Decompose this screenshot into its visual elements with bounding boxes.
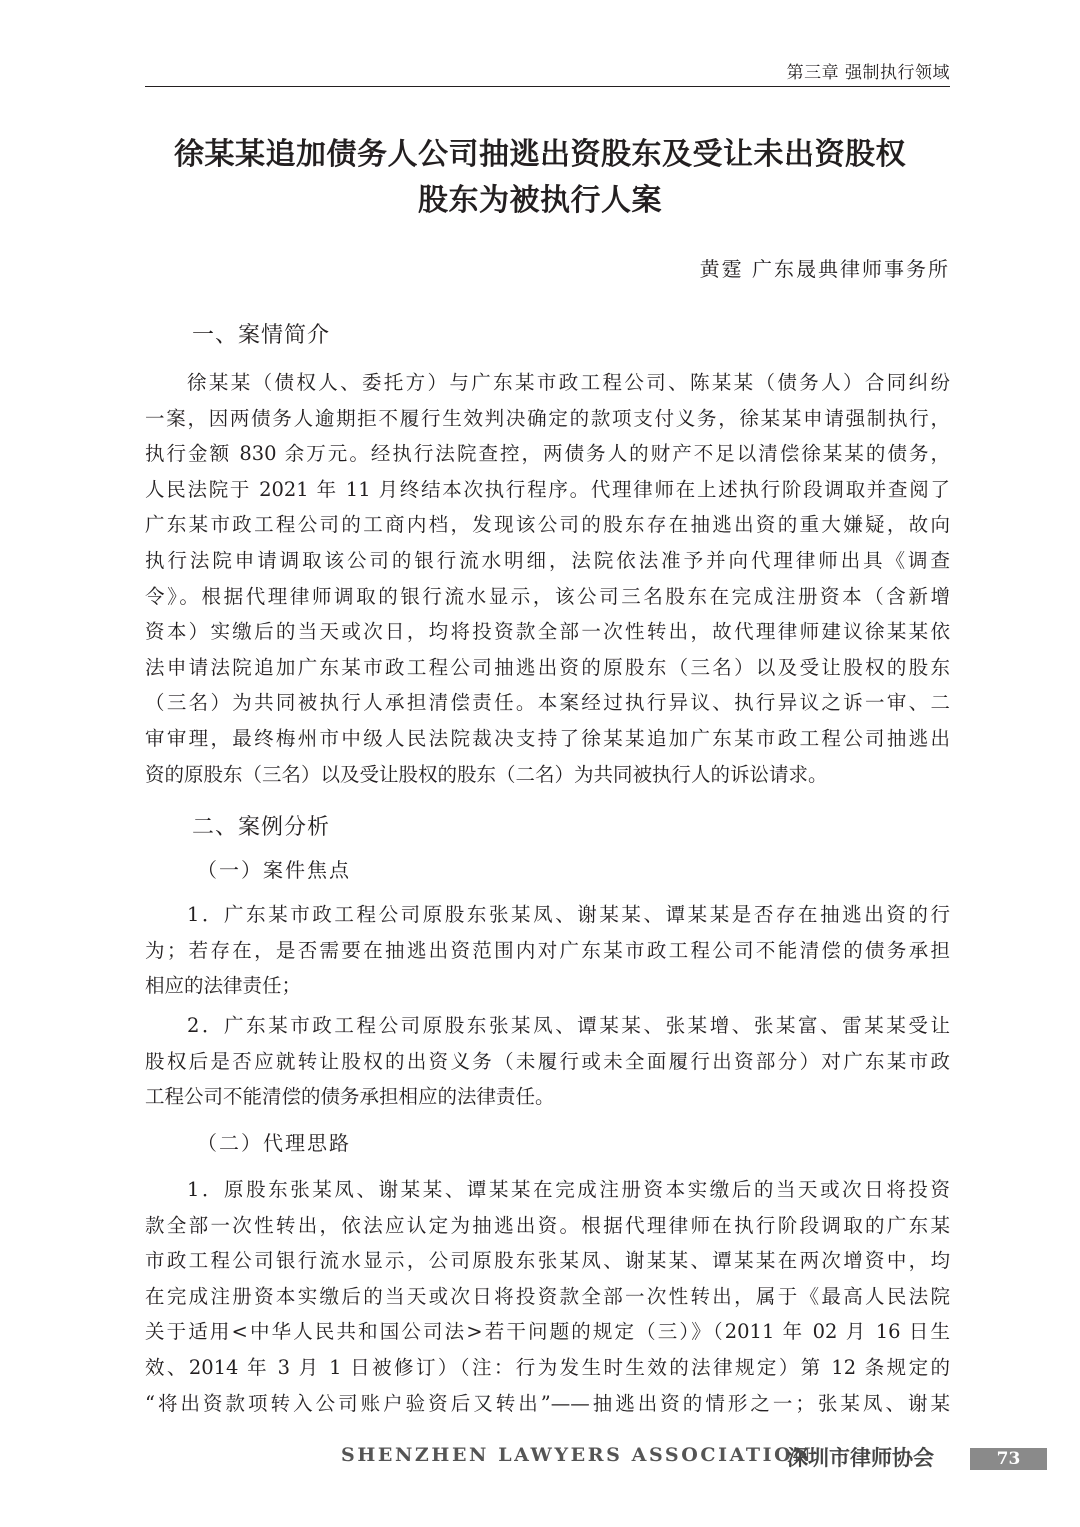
- paragraph-line: 法申请法院追加广东某市政工程公司抽逃出资的原股东（三名）以及受让股权的股东: [145, 655, 950, 679]
- article-title: [120, 132, 960, 224]
- page-footer: [0, 1440, 1080, 1474]
- title-line-1: 徐某某追加债务人公司抽逃出资股东及受让未出资股权: [174, 137, 906, 172]
- paragraph-line: 令》。根据代理律师调取的银行流水显示，该公司三名股东在完成注册资本（含新增: [145, 584, 950, 608]
- paragraph-line: 关于适用<中华人民共和国公司法>若干问题的规定（三）》（2011 年 02 月 16 日生: [145, 1320, 950, 1344]
- subheading-agency-approach: （二）代理思路: [197, 1131, 351, 1155]
- paragraph-line: 一案，因两债务人逾期拒不履行生效判决确定的款项支付义务，徐某某申请强制执行，: [145, 406, 950, 430]
- title-line-2: 股东为被执行人案: [418, 183, 662, 218]
- chapter-title: 第三章 强制执行领域: [786, 63, 950, 83]
- paragraph-line: 为；若存在，是否需要在抽逃出资范围内对广东某市政工程公司不能清偿的债务承担: [145, 938, 950, 962]
- paragraph-line: 股权后是否应就转让股权的出资义务（未履行或未全面履行出资部分）对广东某市政: [145, 1049, 950, 1073]
- paragraph-line: 2．广东某市政工程公司原股东张某凤、谭某某、张某增、张某富、雷某某受让: [187, 1014, 950, 1037]
- association-name-english: SHENZHEN LAWYERS ASSOCIATION: [341, 1444, 814, 1466]
- subheading-case-focus: （一）案件焦点: [197, 858, 351, 882]
- paragraph-line: 效、2014 年 3 月 1 日被修订）（注：行为发生时生效的法律规定）第 12 条规定的: [145, 1355, 950, 1379]
- paragraph-line: 款全部一次性转出，依法应认定为抽逃出资。根据代理律师在执行阶段调取的广东某: [145, 1213, 950, 1237]
- section-heading-case-summary: 一、案情简介: [192, 323, 331, 348]
- association-name-chinese: 深圳市律师协会: [787, 1446, 934, 1470]
- paragraph-line: 1．广东某市政工程公司原股东张某凤、谢某某、谭某某是否存在抽逃出资的行: [187, 903, 950, 926]
- author-byline: 黄霆 广东晟典律师事务所: [699, 257, 950, 281]
- paragraph-line: 资的原股东（三名）以及受让股权的股东（二名）为共同被执行人的诉讼请求。: [145, 762, 828, 786]
- paragraph-line: “将出资款项转入公司账户验资后又转出”——抽逃出资的情形之一；张某凤、谢某: [145, 1391, 950, 1415]
- approach-point-1: [145, 1172, 950, 1421]
- paragraph-line: 市政工程公司银行流水显示，公司原股东张某凤、谢某某、谭某某在两次增资中，均: [145, 1249, 950, 1273]
- running-header: [145, 56, 950, 87]
- focus-point-2: [145, 1008, 950, 1115]
- paragraph-line: 审审理，最终梅州市中级人民法院裁决支持了徐某某追加广东某市政工程公司抽逃出: [145, 726, 950, 750]
- paragraph-line: 相应的法律责任；: [145, 974, 302, 998]
- paragraph-line: 1．原股东张某凤、谢某某、谭某某在完成注册资本实缴后的当天或次日将投资: [187, 1178, 950, 1201]
- paragraph-line: 徐某某（债权人、委托方）与广东某市政工程公司、陈某某（债务人）合同纠纷: [187, 371, 950, 394]
- paragraph-line: 在完成注册资本实缴后的当天或次日将投资款全部一次性转出，属于《最高人民法院: [145, 1284, 950, 1308]
- section-heading-case-analysis: 二、案例分析: [192, 815, 331, 840]
- paragraph-line: 广东某市政工程公司的工商内档，发现该公司的股东存在抽逃出资的重大嫌疑，故向: [145, 513, 950, 537]
- focus-point-1: [145, 897, 950, 1004]
- case-summary-paragraph: [145, 365, 950, 792]
- paragraph-line: 资本）实缴后的当天或次日，均将投资款全部一次性转出，故代理律师建议徐某某依: [145, 620, 950, 644]
- paragraph-line: 执行法院申请调取该公司的银行流水明细，法院依法准予并向代理律师出具《调查: [145, 548, 950, 572]
- paragraph-line: （三名）为共同被执行人承担清偿责任。本案经过执行异议、执行异议之诉一审、二: [145, 691, 950, 715]
- paragraph-line: 人民法院于 2021 年 11 月终结本次执行程序。代理律师在上述执行阶段调取并查阅了: [145, 477, 950, 501]
- paragraph-line: 工程公司不能清偿的债务承担相应的法律责任。: [145, 1085, 555, 1109]
- page-number: 73: [970, 1448, 1047, 1470]
- paragraph-line: 执行金额 830 余万元。经执行法院查控，两债务人的财产不足以清偿徐某某的债务，: [145, 442, 950, 466]
